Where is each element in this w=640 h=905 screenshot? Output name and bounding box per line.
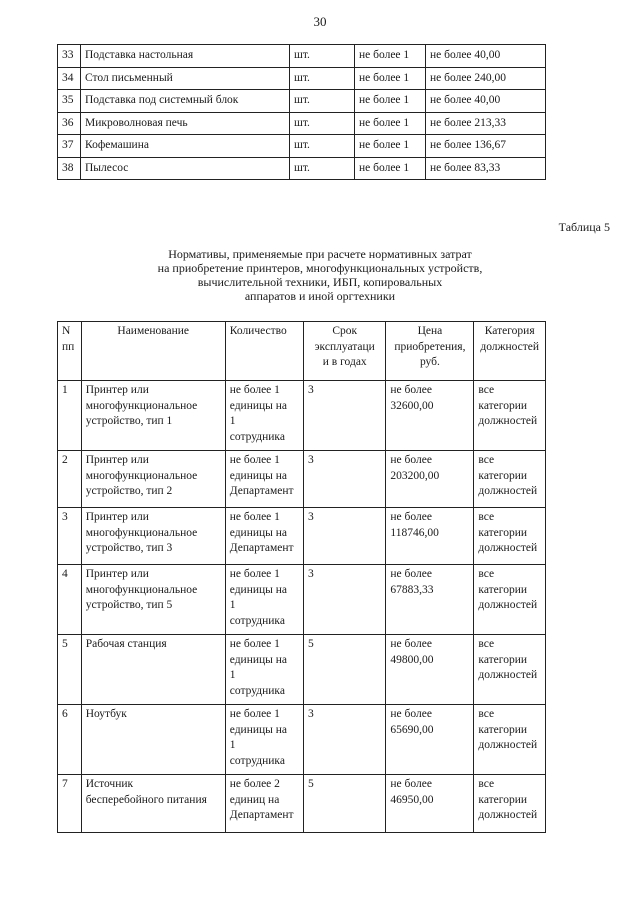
row-quantity-cell	[225, 775, 303, 833]
row-category-cell-line: все	[478, 568, 495, 580]
row-name-cell-line: Принтер или	[85, 511, 149, 523]
row-term-cell	[304, 451, 386, 508]
row-price-cell	[386, 381, 474, 451]
row-category-cell	[474, 508, 546, 565]
table-cell: 33	[58, 45, 81, 68]
row-name-cell-line: многофункциональное	[85, 526, 198, 539]
row-quantity-cell-line: Департамент	[229, 485, 294, 497]
row-term-cell	[304, 775, 386, 833]
row-category-cell-line: должностей	[478, 599, 538, 611]
row-num-cell-line: 7	[62, 778, 68, 790]
row-category-cell	[474, 705, 546, 775]
row-price-cell-line: не более	[390, 511, 432, 523]
row-term-cell-line: 5	[308, 638, 314, 650]
header-quantity-text: Количество	[229, 325, 287, 337]
row-quantity-cell	[225, 381, 303, 451]
row-price-cell	[386, 451, 474, 508]
header-term-line: Срок	[332, 325, 358, 337]
table-caption: Таблица 5	[558, 220, 610, 234]
header-quantity	[225, 322, 303, 381]
header-name	[81, 322, 225, 381]
row-price-cell	[386, 508, 474, 565]
table-cell: Микроволновая печь	[81, 112, 290, 135]
row-term-cell	[304, 635, 386, 705]
row-name-cell-line: устройство, тип 2	[85, 485, 173, 497]
table-cell: Пылесос	[81, 157, 290, 180]
row-category-cell-line: все	[478, 708, 495, 720]
row-num-cell-line: 1	[62, 384, 68, 396]
row-term-cell-line: 3	[308, 454, 314, 466]
row-name-cell-line: Ноутбук	[85, 708, 127, 720]
table-cell: шт.	[290, 45, 355, 68]
row-quantity-cell-line: Департамент	[229, 809, 294, 821]
row-name-cell	[81, 705, 225, 775]
header-price	[386, 322, 474, 381]
header-price-line: приобретения,	[394, 340, 466, 353]
row-num-cell	[58, 508, 82, 565]
row-price-cell-line: не более	[390, 454, 432, 466]
row-term-cell-line: 3	[308, 511, 314, 523]
header-term-line: и в годах	[322, 356, 367, 368]
row-price-cell-line: не более	[390, 708, 432, 720]
header-term-line: эксплуатаци	[314, 340, 375, 353]
row-price-cell-line: не более	[390, 638, 432, 650]
row-num-cell	[58, 565, 82, 635]
row-term-cell-line: 3	[308, 708, 314, 720]
row-category-cell-line: должностей	[478, 809, 538, 821]
row-category-cell-line: категории	[478, 583, 528, 596]
row-quantity-cell-line: сотрудника	[229, 430, 285, 443]
row-category-cell	[474, 565, 546, 635]
table-row	[58, 45, 546, 68]
table-cell: не более 213,33	[426, 112, 546, 135]
row-name-cell-line: многофункциональное	[85, 583, 198, 596]
row-price-cell	[386, 705, 474, 775]
header-category-line: должностей	[480, 340, 540, 353]
row-price-cell-line: 65690,00	[390, 723, 434, 736]
row-price-cell-line: 203200,00	[390, 469, 440, 482]
row-name-cell-line: бесперебойного питания	[85, 793, 207, 806]
row-quantity-cell-line: не более 1	[229, 638, 280, 650]
row-category-cell-line: категории	[478, 793, 528, 806]
row-quantity-cell-line: единицы на	[229, 399, 288, 412]
row-quantity-cell-line: 1	[229, 739, 236, 751]
row-category-cell-line: категории	[478, 723, 528, 736]
row-num-cell-line: 6	[62, 708, 68, 720]
row-name-cell-line: Принтер или	[85, 568, 149, 580]
header-price-line: Цена	[417, 325, 443, 337]
row-price-cell-line: 49800,00	[390, 653, 434, 666]
row-term-cell	[304, 705, 386, 775]
row-num-cell-line: 5	[62, 638, 68, 650]
row-category-cell-line: должностей	[478, 669, 538, 681]
table-cell: шт.	[290, 157, 355, 180]
row-category-cell-line: должностей	[478, 485, 538, 497]
row-quantity-cell-line: сотрудника	[229, 754, 285, 767]
table-cell: не более 40,00	[426, 45, 546, 68]
row-num-cell-line: 3	[62, 511, 68, 523]
row-quantity-cell-line: не более 1	[229, 708, 280, 720]
row-category-cell-line: все	[478, 638, 495, 650]
row-quantity-cell-line: 1	[229, 599, 236, 611]
row-num-cell	[58, 635, 82, 705]
row-term-cell	[304, 508, 386, 565]
row-term-cell-line: 3	[308, 568, 314, 580]
row-quantity-cell-line: единицы на	[229, 653, 288, 666]
row-term-cell-line: 3	[308, 384, 314, 396]
table-cell: Кофемашина	[81, 135, 290, 158]
row-num-cell-line: 4	[62, 568, 68, 580]
row-price-cell	[386, 635, 474, 705]
table-row	[58, 451, 546, 508]
header-num-line: N	[62, 325, 71, 337]
row-category-cell	[474, 451, 546, 508]
table-cell: не более 83,33	[426, 157, 546, 180]
header-num-line: пп	[62, 340, 75, 353]
table-title-line: аппаратов и иной оргтехники	[244, 289, 396, 303]
row-name-cell-line: Принтер или	[85, 454, 149, 466]
table-cell: не более 40,00	[426, 90, 546, 113]
row-quantity-cell-line: не более 1	[229, 511, 280, 523]
row-price-cell	[386, 565, 474, 635]
row-name-cell-line: Источник	[85, 778, 134, 790]
row-quantity-cell-line: не более 1	[229, 384, 280, 396]
table-cell: не более 136,67	[426, 135, 546, 158]
row-category-cell	[474, 381, 546, 451]
row-num-cell	[58, 705, 82, 775]
row-category-cell-line: должностей	[478, 415, 538, 427]
row-name-cell	[81, 775, 225, 833]
row-name-cell	[81, 635, 225, 705]
row-quantity-cell-line: 1	[229, 669, 236, 681]
header-row	[58, 322, 546, 381]
row-quantity-cell-line: не более 2	[229, 778, 280, 790]
row-quantity-cell	[225, 705, 303, 775]
row-category-cell-line: все	[478, 384, 495, 396]
row-price-cell-line: 46950,00	[390, 793, 434, 806]
row-price-cell-line: не более	[390, 384, 432, 396]
header-term	[304, 322, 386, 381]
table-cell: не более 1	[355, 112, 426, 135]
page-number: 30	[313, 14, 327, 29]
row-category-cell-line: должностей	[478, 739, 538, 751]
row-category-cell-line: категории	[478, 399, 528, 412]
table-cell: Стол письменный	[81, 67, 290, 90]
row-quantity-cell-line: единицы на	[229, 469, 288, 482]
row-quantity-cell	[225, 635, 303, 705]
header-price-line: руб.	[419, 356, 440, 368]
table-cell: не более 1	[355, 157, 426, 180]
table-row	[58, 135, 546, 158]
row-category-cell-line: все	[478, 511, 495, 523]
row-category-cell-line: должностей	[478, 542, 538, 554]
top-table	[57, 44, 546, 180]
row-category-cell-line: все	[478, 454, 495, 466]
row-num-cell	[58, 381, 82, 451]
row-quantity-cell-line: единиц на	[229, 793, 280, 806]
row-quantity-cell	[225, 565, 303, 635]
table-cell: шт.	[290, 90, 355, 113]
row-num-cell	[58, 451, 82, 508]
row-term-cell	[304, 381, 386, 451]
row-quantity-cell	[225, 508, 303, 565]
row-name-cell-line: устройство, тип 1	[85, 415, 173, 427]
table-cell: 38	[58, 157, 81, 180]
row-name-cell-line: многофункциональное	[85, 469, 198, 482]
row-name-cell-line: устройство, тип 5	[85, 599, 173, 611]
row-quantity-cell	[225, 451, 303, 508]
row-category-cell-line: категории	[478, 526, 528, 539]
row-price-cell-line: 67883,33	[390, 583, 434, 596]
table-cell: 34	[58, 67, 81, 90]
row-category-cell-line: категории	[478, 469, 528, 482]
row-name-cell-line: устройство, тип 3	[85, 542, 173, 554]
row-name-cell-line: Принтер или	[85, 384, 149, 396]
header-category-line: Категория	[484, 325, 535, 337]
row-quantity-cell-line: не более 1	[229, 568, 280, 580]
table-title-line: на приобретение принтеров, многофункциональных устройств,	[157, 261, 483, 275]
table-row	[58, 508, 546, 565]
row-quantity-cell-line: единицы на	[229, 723, 288, 736]
row-num-cell-line: 2	[62, 454, 68, 466]
row-category-cell	[474, 775, 546, 833]
table-row	[58, 157, 546, 180]
row-category-cell	[474, 635, 546, 705]
row-quantity-cell-line: не более 1	[229, 454, 280, 466]
table-cell: не более 1	[355, 90, 426, 113]
table-row	[58, 775, 546, 833]
row-price-cell-line: 118746,00	[390, 526, 439, 539]
header-num	[58, 322, 82, 381]
row-name-cell	[81, 565, 225, 635]
table-cell: шт.	[290, 135, 355, 158]
table-cell: Подставка настольная	[81, 45, 290, 68]
header-name-text: Наименование	[117, 325, 190, 337]
table-cell: 37	[58, 135, 81, 158]
row-category-cell-line: все	[478, 778, 495, 790]
row-name-cell	[81, 451, 225, 508]
row-price-cell-line: не более	[390, 778, 432, 790]
row-num-cell	[58, 775, 82, 833]
table-title	[120, 247, 520, 303]
table-cell: не более 1	[355, 67, 426, 90]
row-name-cell	[81, 381, 225, 451]
table-row	[58, 635, 546, 705]
main-table	[57, 321, 546, 833]
row-name-cell-line: Рабочая станция	[85, 638, 167, 650]
table-row	[58, 705, 546, 775]
table-cell: шт.	[290, 67, 355, 90]
row-name-cell	[81, 508, 225, 565]
row-term-cell-line: 5	[308, 778, 314, 790]
table-row	[58, 565, 546, 635]
table-cell: 35	[58, 90, 81, 113]
row-quantity-cell-line: сотрудника	[229, 614, 285, 627]
table-row	[58, 112, 546, 135]
row-quantity-cell-line: единицы на	[229, 526, 288, 539]
row-quantity-cell-line: единицы на	[229, 583, 288, 596]
table-row	[58, 90, 546, 113]
header-category	[474, 322, 546, 381]
table-title-line: Нормативы, применяемые при расчете нормативных затрат	[168, 247, 472, 261]
table-cell: шт.	[290, 112, 355, 135]
row-term-cell	[304, 565, 386, 635]
table-title-line: вычислительной техники, ИБП, копировальных	[197, 275, 443, 289]
row-quantity-cell-line: 1	[229, 415, 236, 427]
row-price-cell-line: 32600,00	[390, 399, 434, 412]
row-category-cell-line: категории	[478, 653, 528, 666]
table-cell: не более 240,00	[426, 67, 546, 90]
table-row	[58, 381, 546, 451]
row-quantity-cell-line: сотрудника	[229, 684, 285, 697]
row-name-cell-line: многофункциональное	[85, 399, 198, 412]
table-row	[58, 67, 546, 90]
table-cell: 36	[58, 112, 81, 135]
row-price-cell	[386, 775, 474, 833]
row-quantity-cell-line: Департамент	[229, 542, 294, 554]
table-cell: Подставка под системный блок	[81, 90, 290, 113]
table-cell: не более 1	[355, 45, 426, 68]
row-price-cell-line: не более	[390, 568, 432, 580]
table-cell: не более 1	[355, 135, 426, 158]
